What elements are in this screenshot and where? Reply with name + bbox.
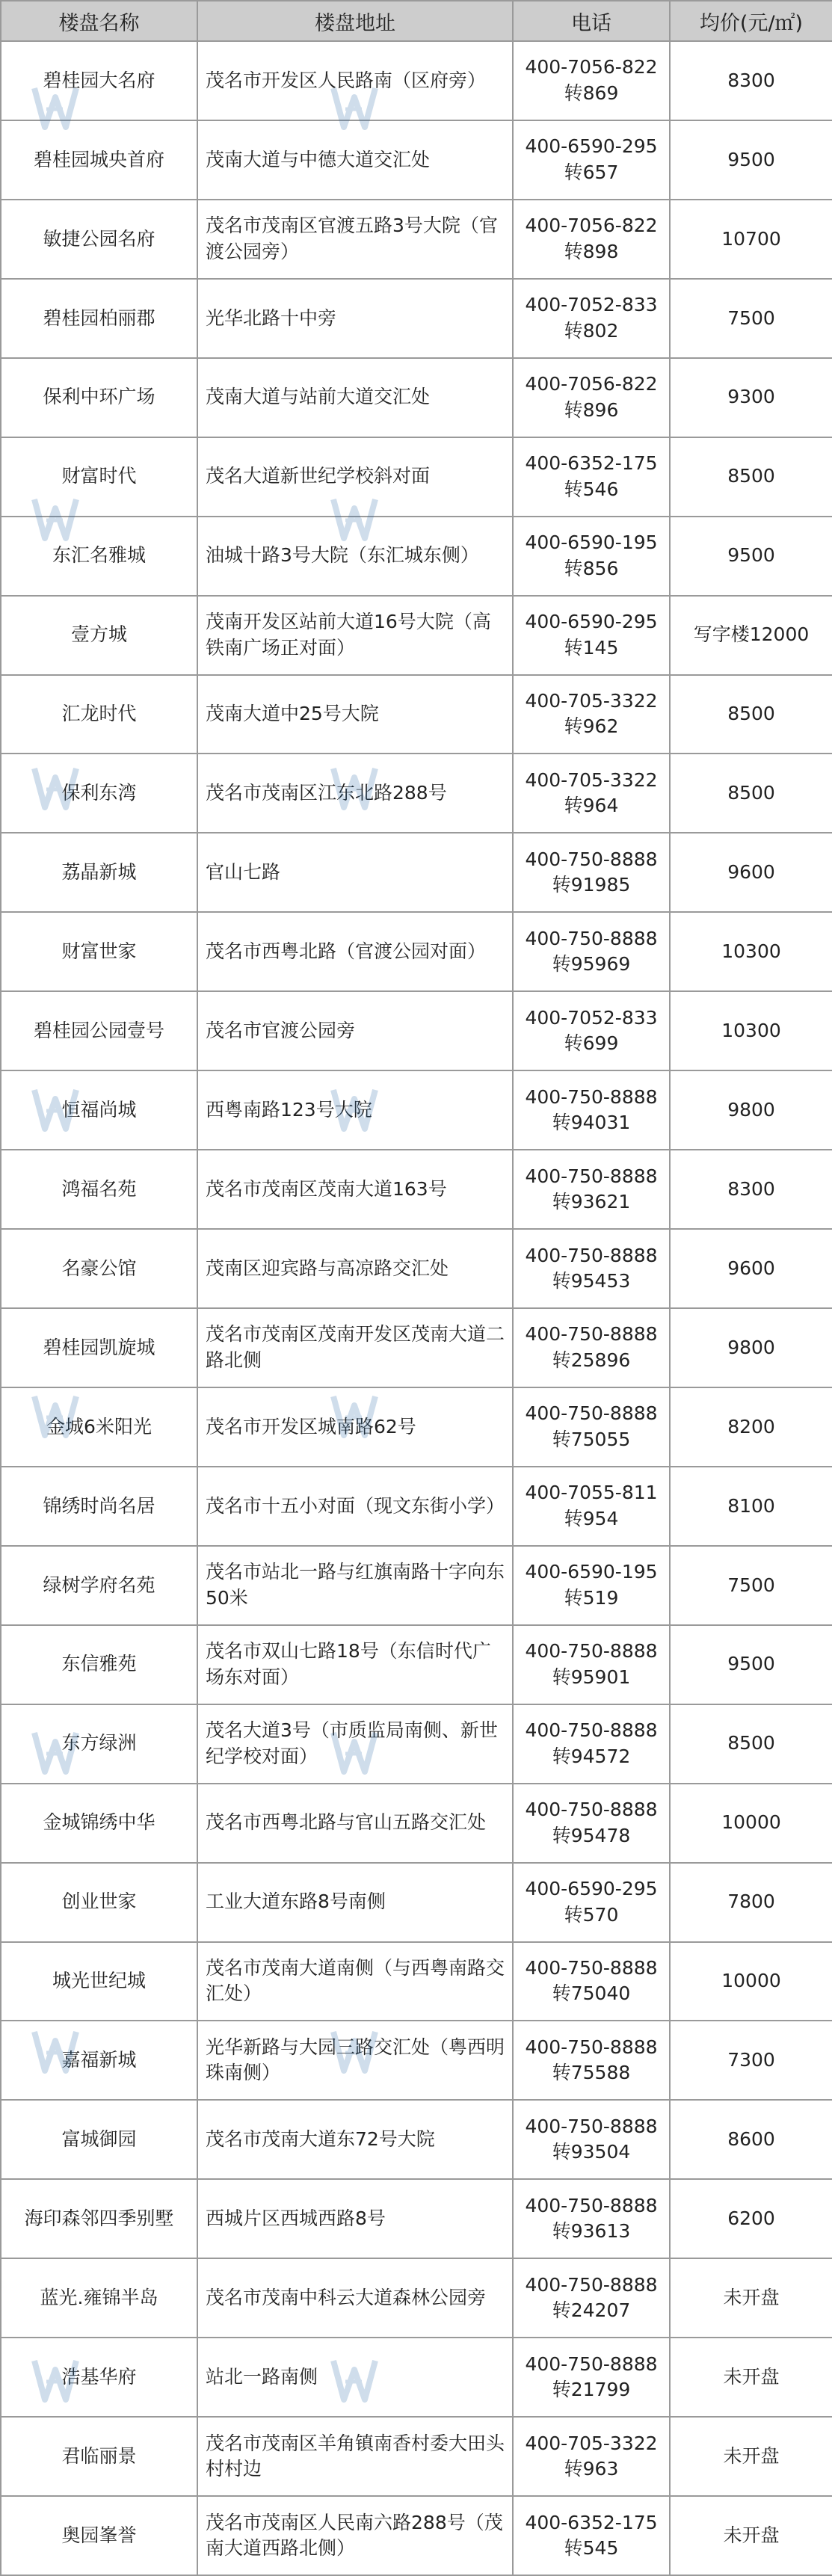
- cell-name: 保利东湾: [1, 754, 197, 833]
- cell-address: 茂名市茂南区羊角镇南香村委大田头村村边: [197, 2417, 513, 2496]
- table-row: [1, 1467, 832, 1546]
- cell-phone: 400-705-3322 转963: [513, 2417, 670, 2496]
- cell-phone: 400-750-8888 转91985: [513, 833, 670, 912]
- cell-phone: 400-7055-811 转954: [513, 1467, 670, 1546]
- cell-name: 恒福尚城: [1, 1070, 197, 1150]
- cell-address: 茂名市双山七路18号（东信时代广场东对面）: [197, 1625, 513, 1704]
- table-row: [1, 1704, 832, 1784]
- table-row: [1, 1942, 832, 2021]
- table-row: [1, 2258, 832, 2338]
- cell-address: 茂名市站北一路与红旗南路十字向东50米: [197, 1546, 513, 1625]
- cell-price: 8200: [670, 1387, 832, 1467]
- cell-address: 茂名市茂南中科云大道森林公园旁: [197, 2258, 513, 2338]
- cell-address: 茂名市开发区人民路南（区府旁）: [197, 41, 513, 120]
- table-row: [1, 2179, 832, 2258]
- cell-price: 8500: [670, 675, 832, 754]
- cell-name: 蓝光.雍锦半岛: [1, 2258, 197, 2338]
- cell-address: 西城片区西城西路8号: [197, 2179, 513, 2258]
- table-row: [1, 2338, 832, 2417]
- cell-price: 9600: [670, 833, 832, 912]
- cell-price: 8300: [670, 41, 832, 120]
- cell-address: 茂南开发区站前大道16号大院（高铁南广场正对面）: [197, 596, 513, 675]
- cell-address: 茂名市茂南区茂南开发区茂南大道二路北侧: [197, 1308, 513, 1387]
- table-row: [1, 1308, 832, 1387]
- cell-price: 8600: [670, 2100, 832, 2179]
- cell-price: 未开盘: [670, 2338, 832, 2417]
- cell-address: 茂名市茂南区人民南六路288号（茂南大道西路北侧）: [197, 2496, 513, 2575]
- table-row: [1, 2417, 832, 2496]
- cell-address: 茂名大道新世纪学校斜对面: [197, 437, 513, 517]
- cell-phone: 400-750-8888 转95901: [513, 1625, 670, 1704]
- cell-phone: 400-6590-195 转856: [513, 517, 670, 596]
- table-row: [1, 1863, 832, 1942]
- table-row: [1, 754, 832, 833]
- cell-phone: 400-750-8888 转94572: [513, 1704, 670, 1784]
- cell-phone: 400-750-8888 转93613: [513, 2179, 670, 2258]
- cell-name: 碧桂园凯旋城: [1, 1308, 197, 1387]
- table-body: [1, 41, 832, 2575]
- cell-phone: 400-705-3322 转964: [513, 754, 670, 833]
- cell-phone: 400-750-8888 转75040: [513, 1942, 670, 2021]
- cell-phone: 400-6352-175 转545: [513, 2496, 670, 2575]
- cell-name: 汇龙时代: [1, 675, 197, 754]
- cell-name: 碧桂园柏丽郡: [1, 279, 197, 358]
- cell-address: 光华新路与大园三路交汇处（粤西明珠南侧）: [197, 2021, 513, 2100]
- cell-address: 茂名市茂南区江东北路288号: [197, 754, 513, 833]
- table-row: [1, 437, 832, 517]
- cell-name: 碧桂园大名府: [1, 41, 197, 120]
- cell-name: 名豪公馆: [1, 1229, 197, 1308]
- cell-phone: 400-6590-295 转657: [513, 120, 670, 200]
- cell-price: 9500: [670, 1625, 832, 1704]
- table-row: [1, 120, 832, 200]
- cell-price: 8300: [670, 1150, 832, 1229]
- cell-phone: 400-7056-822 转869: [513, 41, 670, 120]
- table-row: [1, 1784, 832, 1863]
- header-name: 楼盘名称: [1, 1, 197, 41]
- cell-phone: 400-750-8888 转21799: [513, 2338, 670, 2417]
- table-row: [1, 912, 832, 991]
- cell-address: 光华北路十中旁: [197, 279, 513, 358]
- cell-price: 9500: [670, 517, 832, 596]
- cell-price: 10300: [670, 991, 832, 1070]
- cell-name: 碧桂园城央首府: [1, 120, 197, 200]
- cell-address: 茂南大道中25号大院: [197, 675, 513, 754]
- cell-price: 10000: [670, 1942, 832, 2021]
- cell-address: 茂名市茂南区茂南大道163号: [197, 1150, 513, 1229]
- cell-name: 保利中环广场: [1, 358, 197, 437]
- cell-name: 城光世纪城: [1, 1942, 197, 2021]
- cell-address: 茂名市十五小对面（现文东街小学）: [197, 1467, 513, 1546]
- table-row: [1, 675, 832, 754]
- cell-price: 8500: [670, 754, 832, 833]
- cell-phone: 400-750-8888 转25896: [513, 1308, 670, 1387]
- cell-price: 写字楼12000: [670, 596, 832, 675]
- cell-name: 金城6米阳光: [1, 1387, 197, 1467]
- cell-name: 东方绿洲: [1, 1704, 197, 1784]
- cell-phone: 400-7052-833 转699: [513, 991, 670, 1070]
- cell-name: 浩基华府: [1, 2338, 197, 2417]
- cell-name: 金城锦绣中华: [1, 1784, 197, 1863]
- table-row: [1, 41, 832, 120]
- cell-phone: 400-6590-195 转519: [513, 1546, 670, 1625]
- cell-phone: 400-750-8888 转95969: [513, 912, 670, 991]
- table-row: [1, 1625, 832, 1704]
- cell-price: 9300: [670, 358, 832, 437]
- cell-address: 西粤南路123号大院: [197, 1070, 513, 1150]
- cell-price: 8500: [670, 1704, 832, 1784]
- cell-phone: 400-750-8888 转24207: [513, 2258, 670, 2338]
- cell-address: 官山七路: [197, 833, 513, 912]
- cell-price: 9800: [670, 1308, 832, 1387]
- cell-price: 7800: [670, 1863, 832, 1942]
- cell-address: 茂名市茂南大道东72号大院: [197, 2100, 513, 2179]
- cell-phone: 400-750-8888 转75588: [513, 2021, 670, 2100]
- cell-address: 茂名市西粤北路（官渡公园对面）: [197, 912, 513, 991]
- cell-price: 7500: [670, 1546, 832, 1625]
- cell-price: 10000: [670, 1784, 832, 1863]
- cell-address: 茂名大道3号（市质监局南侧、新世纪学校对面）: [197, 1704, 513, 1784]
- cell-name: 绿树学府名苑: [1, 1546, 197, 1625]
- cell-name: 鸿福名苑: [1, 1150, 197, 1229]
- cell-address: 茂名市官渡公园旁: [197, 991, 513, 1070]
- cell-name: 东信雅苑: [1, 1625, 197, 1704]
- cell-name: 海印森邻四季别墅: [1, 2179, 197, 2258]
- cell-price: 8500: [670, 437, 832, 517]
- cell-name: 东汇名雅城: [1, 517, 197, 596]
- table-row: [1, 833, 832, 912]
- cell-phone: 400-750-8888 转94031: [513, 1070, 670, 1150]
- header-row: [1, 1, 832, 41]
- table-row: [1, 2100, 832, 2179]
- table-row: [1, 358, 832, 437]
- cell-phone: 400-7052-833 转802: [513, 279, 670, 358]
- cell-price: 10300: [670, 912, 832, 991]
- cell-price: 8100: [670, 1467, 832, 1546]
- cell-price: 7300: [670, 2021, 832, 2100]
- table-row: [1, 2496, 832, 2575]
- cell-name: 荔晶新城: [1, 833, 197, 912]
- cell-phone: 400-6590-295 转145: [513, 596, 670, 675]
- table-row: [1, 1387, 832, 1467]
- table-row: [1, 1070, 832, 1150]
- table-row: [1, 1229, 832, 1308]
- cell-name: 财富世家: [1, 912, 197, 991]
- cell-phone: 400-7056-822 转898: [513, 200, 670, 279]
- cell-address: 油城十路3号大院（东汇城东侧）: [197, 517, 513, 596]
- cell-name: 富城御园: [1, 2100, 197, 2179]
- cell-name: 碧桂园公园壹号: [1, 991, 197, 1070]
- table-row: [1, 517, 832, 596]
- cell-price: 未开盘: [670, 2258, 832, 2338]
- header-phone: 电话: [513, 1, 670, 41]
- cell-address: 茂南大道与站前大道交汇处: [197, 358, 513, 437]
- cell-price: 9600: [670, 1229, 832, 1308]
- cell-price: 未开盘: [670, 2417, 832, 2496]
- cell-phone: 400-750-8888 转95453: [513, 1229, 670, 1308]
- cell-price: 9500: [670, 120, 832, 200]
- cell-phone: 400-6590-295 转570: [513, 1863, 670, 1942]
- header-address: 楼盘地址: [197, 1, 513, 41]
- table-row: [1, 279, 832, 358]
- cell-name: 君临丽景: [1, 2417, 197, 2496]
- cell-address: 工业大道东路8号南侧: [197, 1863, 513, 1942]
- cell-phone: 400-750-8888 转93621: [513, 1150, 670, 1229]
- cell-price: 6200: [670, 2179, 832, 2258]
- table-row: [1, 200, 832, 279]
- cell-address: 站北一路南侧: [197, 2338, 513, 2417]
- cell-phone: 400-750-8888 转95478: [513, 1784, 670, 1863]
- cell-address: 茂名市茂南大道南侧（与西粤南路交汇处）: [197, 1942, 513, 2021]
- cell-price: 7500: [670, 279, 832, 358]
- cell-phone: 400-6352-175 转546: [513, 437, 670, 517]
- cell-price: 10700: [670, 200, 832, 279]
- table-row: [1, 2021, 832, 2100]
- table-row: [1, 1546, 832, 1625]
- cell-name: 壹方城: [1, 596, 197, 675]
- header-price: 均价(元/㎡): [670, 1, 832, 41]
- table-row: [1, 991, 832, 1070]
- cell-name: 锦绣时尚名居: [1, 1467, 197, 1546]
- cell-address: 茂名市茂南区官渡五路3号大院（官渡公园旁）: [197, 200, 513, 279]
- cell-name: 财富时代: [1, 437, 197, 517]
- table-row: [1, 596, 832, 675]
- cell-price: 未开盘: [670, 2496, 832, 2575]
- cell-name: 创业世家: [1, 1863, 197, 1942]
- cell-name: 嘉福新城: [1, 2021, 197, 2100]
- cell-phone: 400-750-8888 转75055: [513, 1387, 670, 1467]
- cell-phone: 400-705-3322 转962: [513, 675, 670, 754]
- cell-address: 茂名市开发区城南路62号: [197, 1387, 513, 1467]
- cell-name: 奥园峯誉: [1, 2496, 197, 2575]
- cell-phone: 400-750-8888 转93504: [513, 2100, 670, 2179]
- cell-phone: 400-7056-822 转896: [513, 358, 670, 437]
- cell-address: 茂南大道与中德大道交汇处: [197, 120, 513, 200]
- cell-name: 敏捷公园名府: [1, 200, 197, 279]
- table-row: [1, 1150, 832, 1229]
- cell-price: 9800: [670, 1070, 832, 1150]
- cell-address: 茂南区迎宾路与高凉路交汇处: [197, 1229, 513, 1308]
- cell-address: 茂名市西粤北路与官山五路交汇处: [197, 1784, 513, 1863]
